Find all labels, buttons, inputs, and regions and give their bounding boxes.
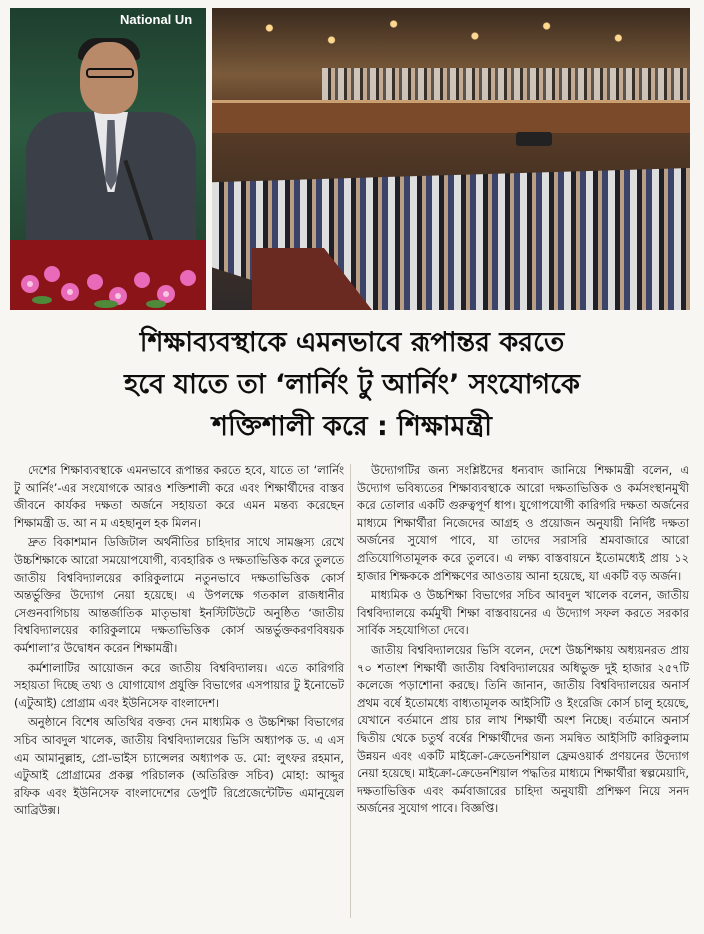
speaker-face [80, 42, 138, 114]
paragraph: কর্মশালাটির আয়োজন করে জাতীয় বিশ্ববিদ্যালয়। এতে কারিগরি সহায়তা দিচ্ছে তথ্য ও যোগাযোগ প্রযুক্তি বিভাগের এসপায়ার টু ইনোভেট (এটুআই) প্রোগ্রাম এবং ইউনিসেফ বাংলাদেশ। [14, 660, 344, 710]
article-column-right [357, 462, 689, 818]
paragraph: উদ্যোগটির জন্য সংশ্লিষ্টদের ধন্যবাদ জানিয়ে শিক্ষামন্ত্রী বলেন, এ উদ্যোগ ভবিষ্যতের শিক্ষাব্যবস্থাকে আরো দক্ষতাভিত্তিক ও কর্মসংস্থানমুখী করে তোলার একটি গুরুত্বপূর্ণ ধাপ। যুগোপযোগী কারিগরি দক্ষতা অর্জনের মাধ্যমে শিক্ষার্থীরা নিজেদের আগ্রহ ও প্রয়োজন অনুযায়ী নির্দিষ্ট দক্ষতা অর্জনের সুযোগ পাবে, যা তাদের সরাসরি শ্রমবাজারে আরো প্রতিযোগিতামূলক করে তুলবে। এ লক্ষ্য বাস্তবায়নে ইতোমধ্যেই প্রায় ১২ হাজার শিক্ষককে প্রশিক্ষণের আওতায় আনা হয়েছে, যা একটি বড় অর্জন। [357, 463, 689, 583]
speaker-glasses [86, 68, 134, 78]
balcony-audience [322, 68, 690, 100]
banner-text: National Un [120, 12, 193, 27]
column-divider [350, 464, 351, 918]
paragraph: দেশের শিক্ষাব্যবস্থাকে এমনভাবে রূপান্তর করতে হবে, যাতে তা ‘লার্নিং টু আর্নিং’-এর সংযোগকে আরও শক্তিশালী করে এবং শিক্ষার্থীদের বাস্তব জীবনে কার্যকর দক্ষতা অর্জনে সহায়তা করে এমন মন্তব্য করেছেন শিক্ষামন্ত্রী ড. আ ন ম এহছানুল হক মিলন। [14, 463, 344, 530]
headline [10, 322, 694, 448]
balcony [212, 100, 690, 133]
article-column-left [14, 462, 344, 820]
headline-line-3: শক্তিশালী করে : শিক্ষামন্ত্রী [211, 411, 493, 442]
paragraph: অনুষ্ঠানে বিশেষ অতিথির বক্তব্য দেন মাধ্যমিক ও উচ্চশিক্ষা বিভাগের সচিব আবদুল খালেক, জাতীয় বিশ্ববিদ্যালয়ের ভিসি অধ্যাপক ড. এ এস এম আমানুল্লাহ, প্রো-ভাইস চ্যান্সেলর অধ্যাপক ড. মো: লুৎফর রহমান, এটুআই প্রোগ্রামের প্রকল্প পরিচালক (অতিরিক্ত সচিব) মোহা: আব্দুর রফিক এবং ইউনিসেফ বাংলাদেশের ডেপুটি রিপ্রেজেন্টেটিভ এমানুয়েল আব্রিউক্স। [14, 715, 344, 818]
projector-icon [516, 132, 552, 146]
flowers-icon [10, 244, 206, 310]
audience-photo [212, 8, 690, 310]
speaker-photo [10, 8, 206, 310]
paragraph: মাধ্যমিক ও উচ্চশিক্ষা বিভাগের সচিব আবদুল খালেক বলেন, জাতীয় বিশ্ববিদ্যালয়ে কর্মমুখী শিক্ষা বাস্তবায়নের এ উদ্যোগ সফল করতে সরকার সার্বিক সহযোগিতা দেবে। [357, 588, 689, 638]
photo-row [10, 8, 690, 310]
ceiling-lights [212, 16, 690, 56]
headline-line-1: শিক্ষাব্যবস্থাকে এমনভাবে রূপান্তর করতে [139, 327, 565, 358]
headline-line-2: হবে যাতে তা ‘লার্নিং টু আর্নিং’ সংযোগকে [124, 369, 580, 400]
paragraph: জাতীয় বিশ্ববিদ্যালয়ের ভিসি বলেন, দেশে উচ্চশিক্ষায় অধ্যয়নরত প্রায় ৭০ শতাংশ শিক্ষার্থী জাতীয় বিশ্ববিদ্যালয়ের অধিভুক্ত দুই হাজার ২৫৭টি কলেজে পড়াশোনা করছে। তিনি জানান, জাতীয় বিশ্ববিদ্যালয়ের অনার্স প্রথম বর্ষে ইতোমধ্যে বাধ্যতামূলক আইসিটি ও ইংরেজি কোর্স চালু হয়েছে, যেখানে বর্তমানে প্রায় চার লাখ শিক্ষার্থী অংশ নিচ্ছে। বর্তমানে অনার্স দ্বিতীয় থেকে চতুর্থ বর্ষের শিক্ষার্থীদের জন্য সমন্বিত আইসিটি কারিকুলাম উন্নয়ন এবং একটি মাইক্রো-ক্রেডেনশিয়াল ফ্রেমওয়ার্ক প্রণয়নের উদ্যোগ নেয়া হয়েছে। মাইক্রো-ক্রেডেনশিয়াল পদ্ধতির মাধ্যমে শিক্ষার্থীরা স্বল্পমেয়াদি, দক্ষতাভিত্তিক এবং কর্মবাজারের চাহিদা অনুযায়ী প্রশিক্ষণ নিয়ে সনদ অর্জনের সুযোগ পাবে। বিজ্ঞপ্তি। [357, 642, 689, 816]
paragraph: দ্রুত বিকাশমান ডিজিটাল অর্থনীতির চাহিদার সাথে সামঞ্জস্য রেখে উচ্চশিক্ষাকে আরো সময়োপযোগী, ব্যবহারিক ও দক্ষতাভিত্তিক করে তুলতে জাতীয় বিশ্ববিদ্যালয়ের কারিকুলামে নতুনভাবে দক্ষতাভিত্তিক কোর্স অন্তর্ভুক্তির উদ্যোগ নেয়া হয়েছে। এ উপলক্ষে গতকাল রাজধানীর সেগুনবাগিচায় আন্তর্জাতিক মাতৃভাষা ইনস্টিটিউটে অনুষ্ঠিত ‘জাতীয় বিশ্ববিদ্যালয়ের কারিকুলামে দক্ষতাভিত্তিক কোর্স অন্তর্ভুক্তকরণবিষয়ক কর্মশালা’র উদ্বোধন করেন শিক্ষামন্ত্রী। [14, 535, 344, 655]
